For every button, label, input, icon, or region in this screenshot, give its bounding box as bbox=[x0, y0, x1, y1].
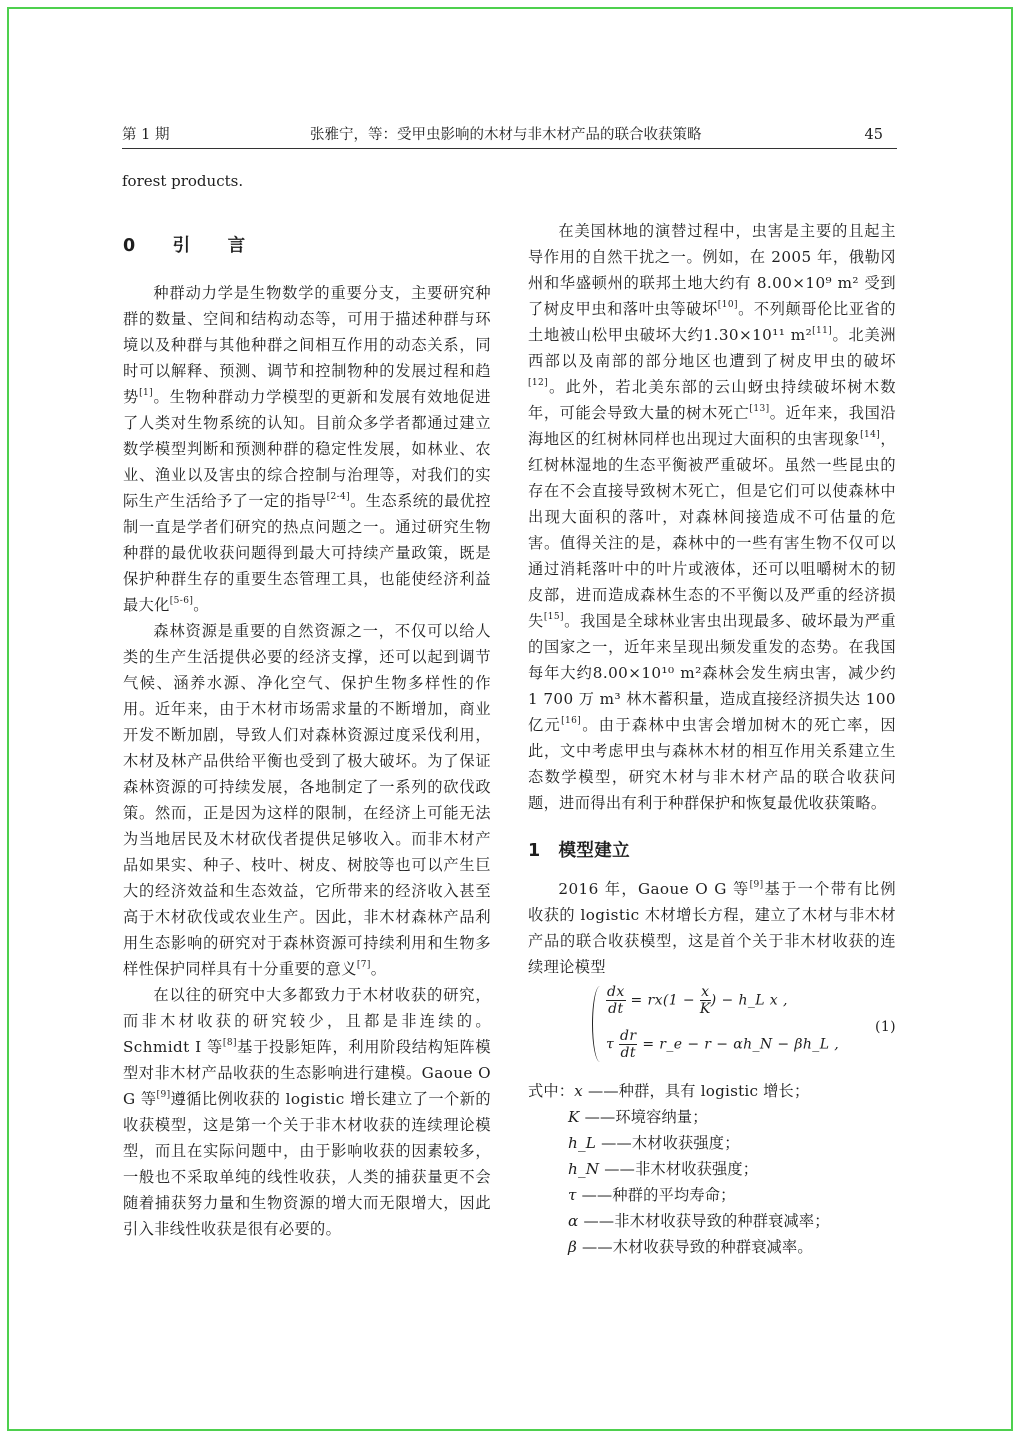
citation-marker: [12] bbox=[528, 378, 549, 388]
citation-marker: [8] bbox=[222, 1038, 237, 1048]
running-title: 张雅宁，等：受甲虫影响的木材与非木材产品的联合收获策略 bbox=[310, 127, 702, 143]
legend-row: β ——木材收获导致的种群衰减率。 bbox=[568, 1238, 813, 1256]
legend-row: h_L ——木材收获强度； bbox=[568, 1134, 740, 1152]
citation-marker: [9] bbox=[156, 1090, 171, 1100]
body-paragraph: 种群动力学是生物数学的重要分支，主要研究种群的数量、空间和结构动态等，可用于描述种群与环境以及种群与其他种群之间相互作用的动态关系，同时可以解释、预测、调节和控制物种的发展过程和趋势[1]。生物种群动力学模型的更新和发展有效地促进了人类对生物系统的认知。目前众多学者都通过建立数学模型判断和预测种群的稳定性发展，如林业、农业、渔业以及害虫的综合控制与治理等，对我们的实际生产生活给予了一定的指导[2-4]。生态系统的最优控制一直是学者们研究的热点问题之一。通过研究生物种群的最优收获问题得到最大可持续产量政策，既是保护种群生存的重要生态管理工具，也能使经济利益最大化[5-6]。 bbox=[123, 284, 491, 614]
equation-line-1: $\frac{dx}{dt}$ = rx(1 − $\frac{x}{K}$ ) − h_L x , bbox=[607, 984, 788, 1017]
citation-marker: [1] bbox=[139, 388, 154, 398]
body-paragraph: 在美国林地的演替过程中，虫害是主要的且起主导作用的自然干扰之一。例如，在 2005 年，俄勒冈州和华盛顿州的联邦土地大约有 8.00×10⁹ m² 受到了树皮甲虫和落叶虫等破坏[10]。不列颠哥伦比亚省的土地被山松甲虫破坏大约1.30×10¹¹ m²[11]。北美洲西部以及南部的部分地区也遭到了树皮甲虫的破坏[12]。此外，若北美东部的云山蚜虫持续破坏树木数年，可能会导致大量的树木死亡[13]。近年来，我国沿海地区的红树林同样也出现过大面积的虫害现象[14]，红树林湿地的生态平衡被严重破坏。虽然一些昆虫的存在不会直接导致树木死亡，但是它们可以使森林中出现大面积的落叶，对森林间接造成不可估量的危害。值得关注的是，森林中的一些有害生物不仅可以通过消耗落叶中的叶片或液体，还可以咀嚼树木的韧皮部，进而造成森林生态的不平衡以及严重的经济损失[15]。我国是全球林业害虫出现最多、破坏最为严重的国家之一，近年来呈现出频发重发的态势。在我国每年大约8.00×10¹⁰ m²森林会发生病虫害，减少约 1 700 万 m³ 林木蓄积量，造成直接经济损失达 100 亿元[16]。由于森林中虫害会增加树木的死亡率，因此，文中考虑甲虫与森林木材的相互作用关系建立生态数学模型，研究木材与非木材产品的联合收获问题，进而得出有利于种群保护和恢复最优收获策略。 bbox=[528, 222, 897, 812]
citation-marker: [2-4] bbox=[326, 492, 351, 502]
body-paragraph: 森林资源是重要的自然资源之一，不仅可以给人类的生产生活提供必要的经济支撑，还可以起到调节气候、涵养水源、净化空气、保护生物多样性的作用。近年来，由于木材市场需求量的不断增加，商业开发不断加剧，导致人们对森林资源过度采伐利用，木材及林产品供给平衡也受到了极大破坏。为了保证森林资源的可持续发展，各地制定了一系列的砍伐政策。然而，正是因为这样的限制，在经济上可能无法为当地居民及木材砍伐者提供足够收入。而非木材产品如果实、种子、枝叶、树皮、树胶等也可以产生巨大的经济效益和生态效益，它所带来的经济收入甚至高于木材砍伐或农业生产。因此，非木材森林产品利用生态影响的研究对于森林资源可持续利用和生物多样性保护同样具有十分重要的意义[7]。 bbox=[123, 622, 491, 978]
legend-row: α ——非木材收获导致的种群衰减率； bbox=[568, 1212, 830, 1230]
equation-1 bbox=[528, 982, 896, 1074]
citation-marker: [9] bbox=[749, 880, 764, 890]
legend-row: 式中：x ——种群，具有 logistic 增长； bbox=[528, 1082, 810, 1100]
legend-row: h_N ——非木材收获强度； bbox=[568, 1160, 759, 1178]
citation-marker: [15] bbox=[543, 612, 564, 622]
equation-number: (1) bbox=[874, 1019, 896, 1035]
citation-marker: [7] bbox=[356, 960, 371, 970]
abstract-tail: forest products. bbox=[122, 172, 244, 190]
equation-brace bbox=[592, 986, 601, 1062]
fraction-x-over-k: $\frac{x}{K}$ bbox=[699, 984, 711, 1017]
page-number: 45 bbox=[864, 127, 883, 143]
citation-marker: [13] bbox=[749, 404, 770, 414]
legend-row: K ——环境容纳量； bbox=[568, 1108, 708, 1126]
citation-marker: [11] bbox=[812, 326, 833, 336]
section-title-model: 1 模型建立 bbox=[528, 841, 631, 861]
right-column bbox=[528, 218, 896, 1260]
citation-marker: [16] bbox=[561, 716, 582, 726]
citation-marker: [14] bbox=[860, 430, 881, 440]
section-title-introduction: 0 引 言 bbox=[123, 236, 256, 256]
body-paragraph: 在以往的研究中大多都致力于木材收获的研究，而非木材收获的研究较少，且都是非连续的。Schmidt I 等[8]基于投影矩阵，利用阶段结构矩阵模型对非木材产品收获的生态影响进行建模。Gaoue O G 等[9]遵循比例收获的 logistic 增长建立了一个新的收获模型，这是第一个关于非木材收获的连续理论模型，而且在实际问题中，由于影响收获的因素较多，一般也不采取单纯的线性收获，人类的捕获量更不会随着捕获努力量和生物资源的增大而无限增大，因此引入非线性收获是很有必要的。 bbox=[123, 986, 491, 1238]
legend-row: τ ——种群的平均寿命； bbox=[568, 1186, 736, 1204]
citation-marker: [10] bbox=[717, 300, 738, 310]
citation-marker: [5-6] bbox=[169, 596, 194, 606]
symbol-legend bbox=[528, 1078, 896, 1260]
derivative-dx-dt: $\frac{dx}{dt}$ bbox=[607, 984, 625, 1017]
equation-line-2: τ $\frac{dr}{dt}$ = r_e − r − αh_N − βh_L , bbox=[606, 1028, 840, 1061]
derivative-dr-dt: $\frac{dr}{dt}$ bbox=[620, 1028, 637, 1061]
left-column bbox=[123, 218, 491, 1242]
issue-number: 第 1 期 bbox=[122, 127, 170, 143]
body-paragraph: 2016 年，Gaoue O G 等[9]基于一个带有比例收获的 logistic 木材增长方程，建立了木材与非木材产品的联合收获模型，这是首个关于非木材收获的连续理论模型 bbox=[528, 880, 896, 976]
running-header bbox=[122, 126, 897, 149]
